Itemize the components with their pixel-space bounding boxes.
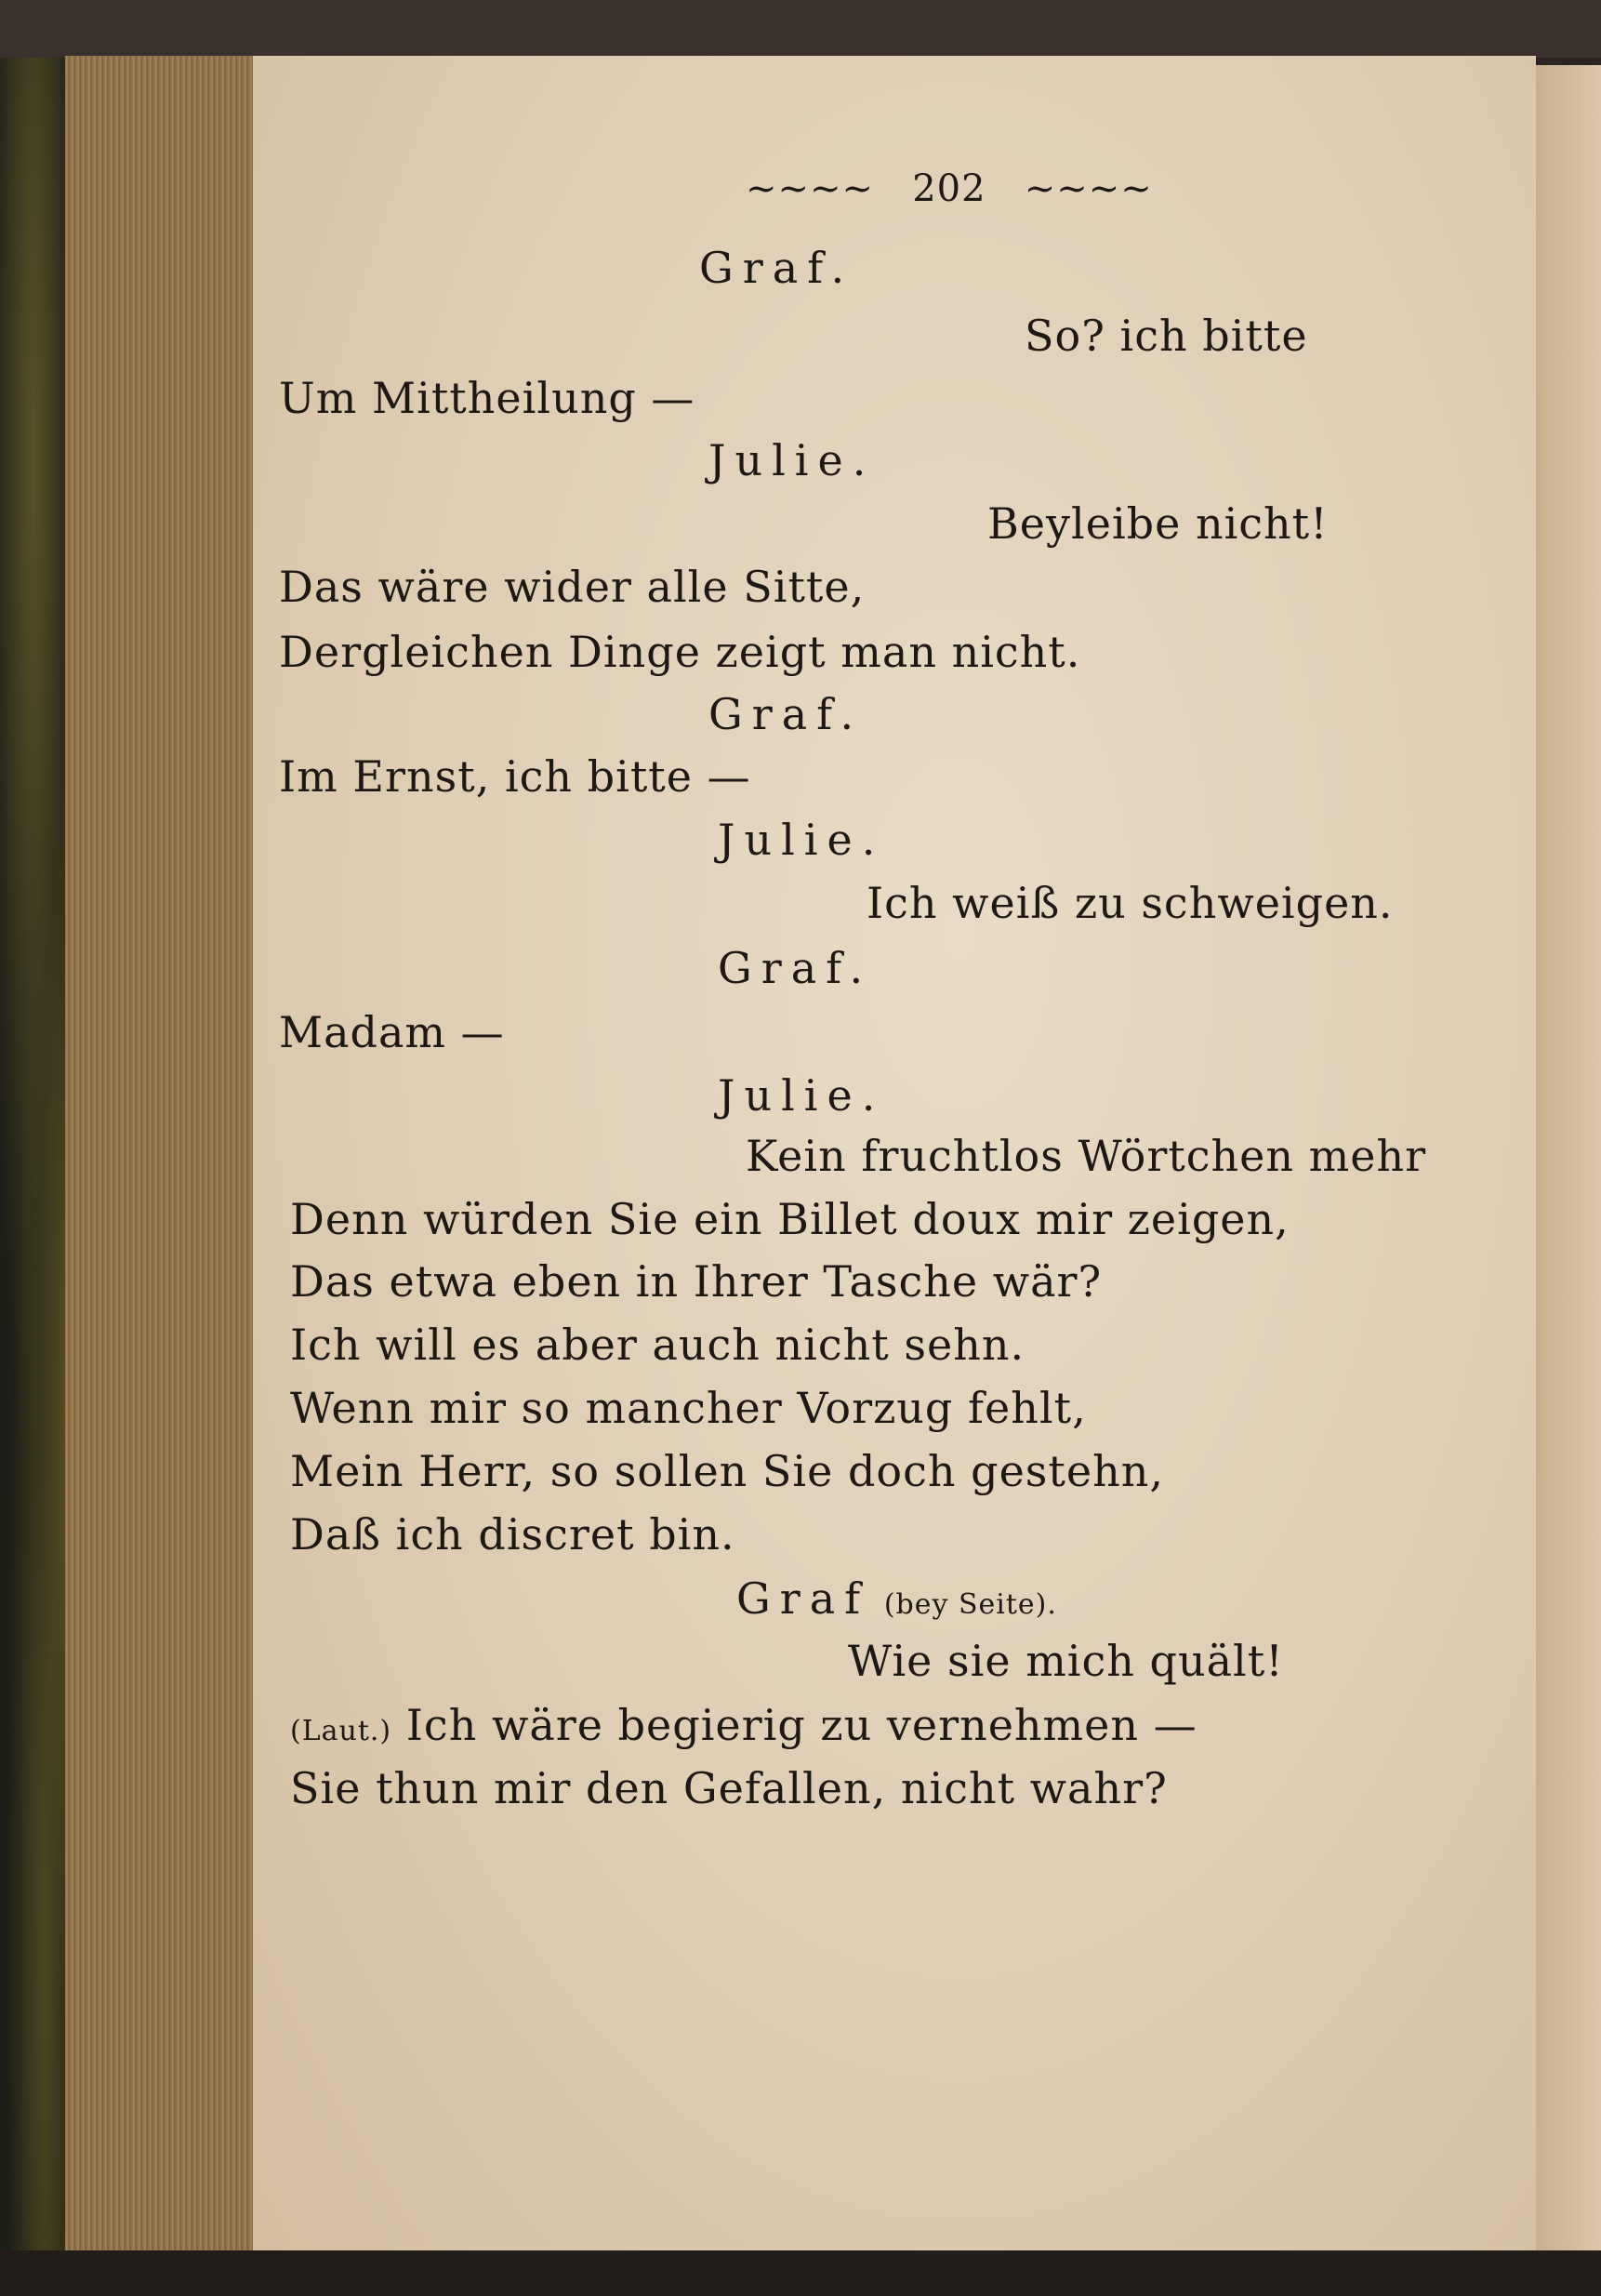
speaker-name: Graf. xyxy=(708,689,864,739)
verse-line: Ich weiß zu schweigen. xyxy=(867,878,1394,928)
stage-direction: (bey Seite). xyxy=(883,1588,1057,1621)
verse-line: Madam — xyxy=(279,1007,505,1057)
speaker-name: Graf. xyxy=(699,243,854,293)
speaker-name: Julie. xyxy=(718,815,885,865)
verse-line: Das etwa eben in Ihrer Tasche wär? xyxy=(290,1256,1103,1307)
speaker-name: Julie. xyxy=(718,1070,885,1121)
verse-line: So? ich bitte xyxy=(1025,311,1308,361)
book-bottom-edge xyxy=(0,2250,1601,2296)
verse-text: Ich wäre begierig zu vernehmen — xyxy=(405,1700,1197,1750)
stage-direction: (Laut.) xyxy=(290,1715,392,1747)
header-ornament-left: ~~~~ xyxy=(746,167,875,210)
speaker-name: Graf xyxy=(736,1573,870,1624)
speaker-name: Graf. xyxy=(718,943,873,993)
verse-line: Wenn mir so mancher Vorzug fehlt, xyxy=(290,1383,1087,1433)
verse-line: Dergleichen Dinge zeigt man nicht. xyxy=(279,627,1081,677)
facing-page-edge xyxy=(1536,65,1601,2250)
verse-line: Mein Herr, so sollen Sie doch gestehn, xyxy=(290,1446,1164,1496)
verse-line: Wie sie mich quält! xyxy=(848,1636,1284,1686)
verse-line: Im Ernst, ich bitte — xyxy=(279,751,751,802)
verse-line: Das wäre wider alle Sitte, xyxy=(279,562,866,612)
speaker-name: Julie. xyxy=(708,435,876,485)
verse-line-with-cue xyxy=(290,1700,1197,1750)
verse-line: Denn würden Sie ein Billet doux mir zeigen, xyxy=(290,1194,1290,1244)
header-ornament-right: ~~~~ xyxy=(1024,167,1153,210)
verse-line: Ich will es aber auch nicht sehn. xyxy=(290,1320,1025,1370)
page-number: 202 xyxy=(912,167,986,210)
verse-line: Beyleibe nicht! xyxy=(987,498,1329,549)
page-header xyxy=(746,167,1153,210)
page-fore-edge xyxy=(65,56,263,2250)
book-top-edge xyxy=(0,0,1601,58)
book-page xyxy=(253,56,1536,2250)
speaker-line xyxy=(736,1573,1057,1624)
verse-line: Um Mittheilung — xyxy=(279,373,695,423)
verse-line: Daß ich discret bin. xyxy=(290,1509,735,1559)
verse-line: Kein fruchtlos Wörtchen mehr xyxy=(746,1131,1427,1181)
verse-line: Sie thun mir den Gefallen, nicht wahr? xyxy=(290,1763,1168,1813)
